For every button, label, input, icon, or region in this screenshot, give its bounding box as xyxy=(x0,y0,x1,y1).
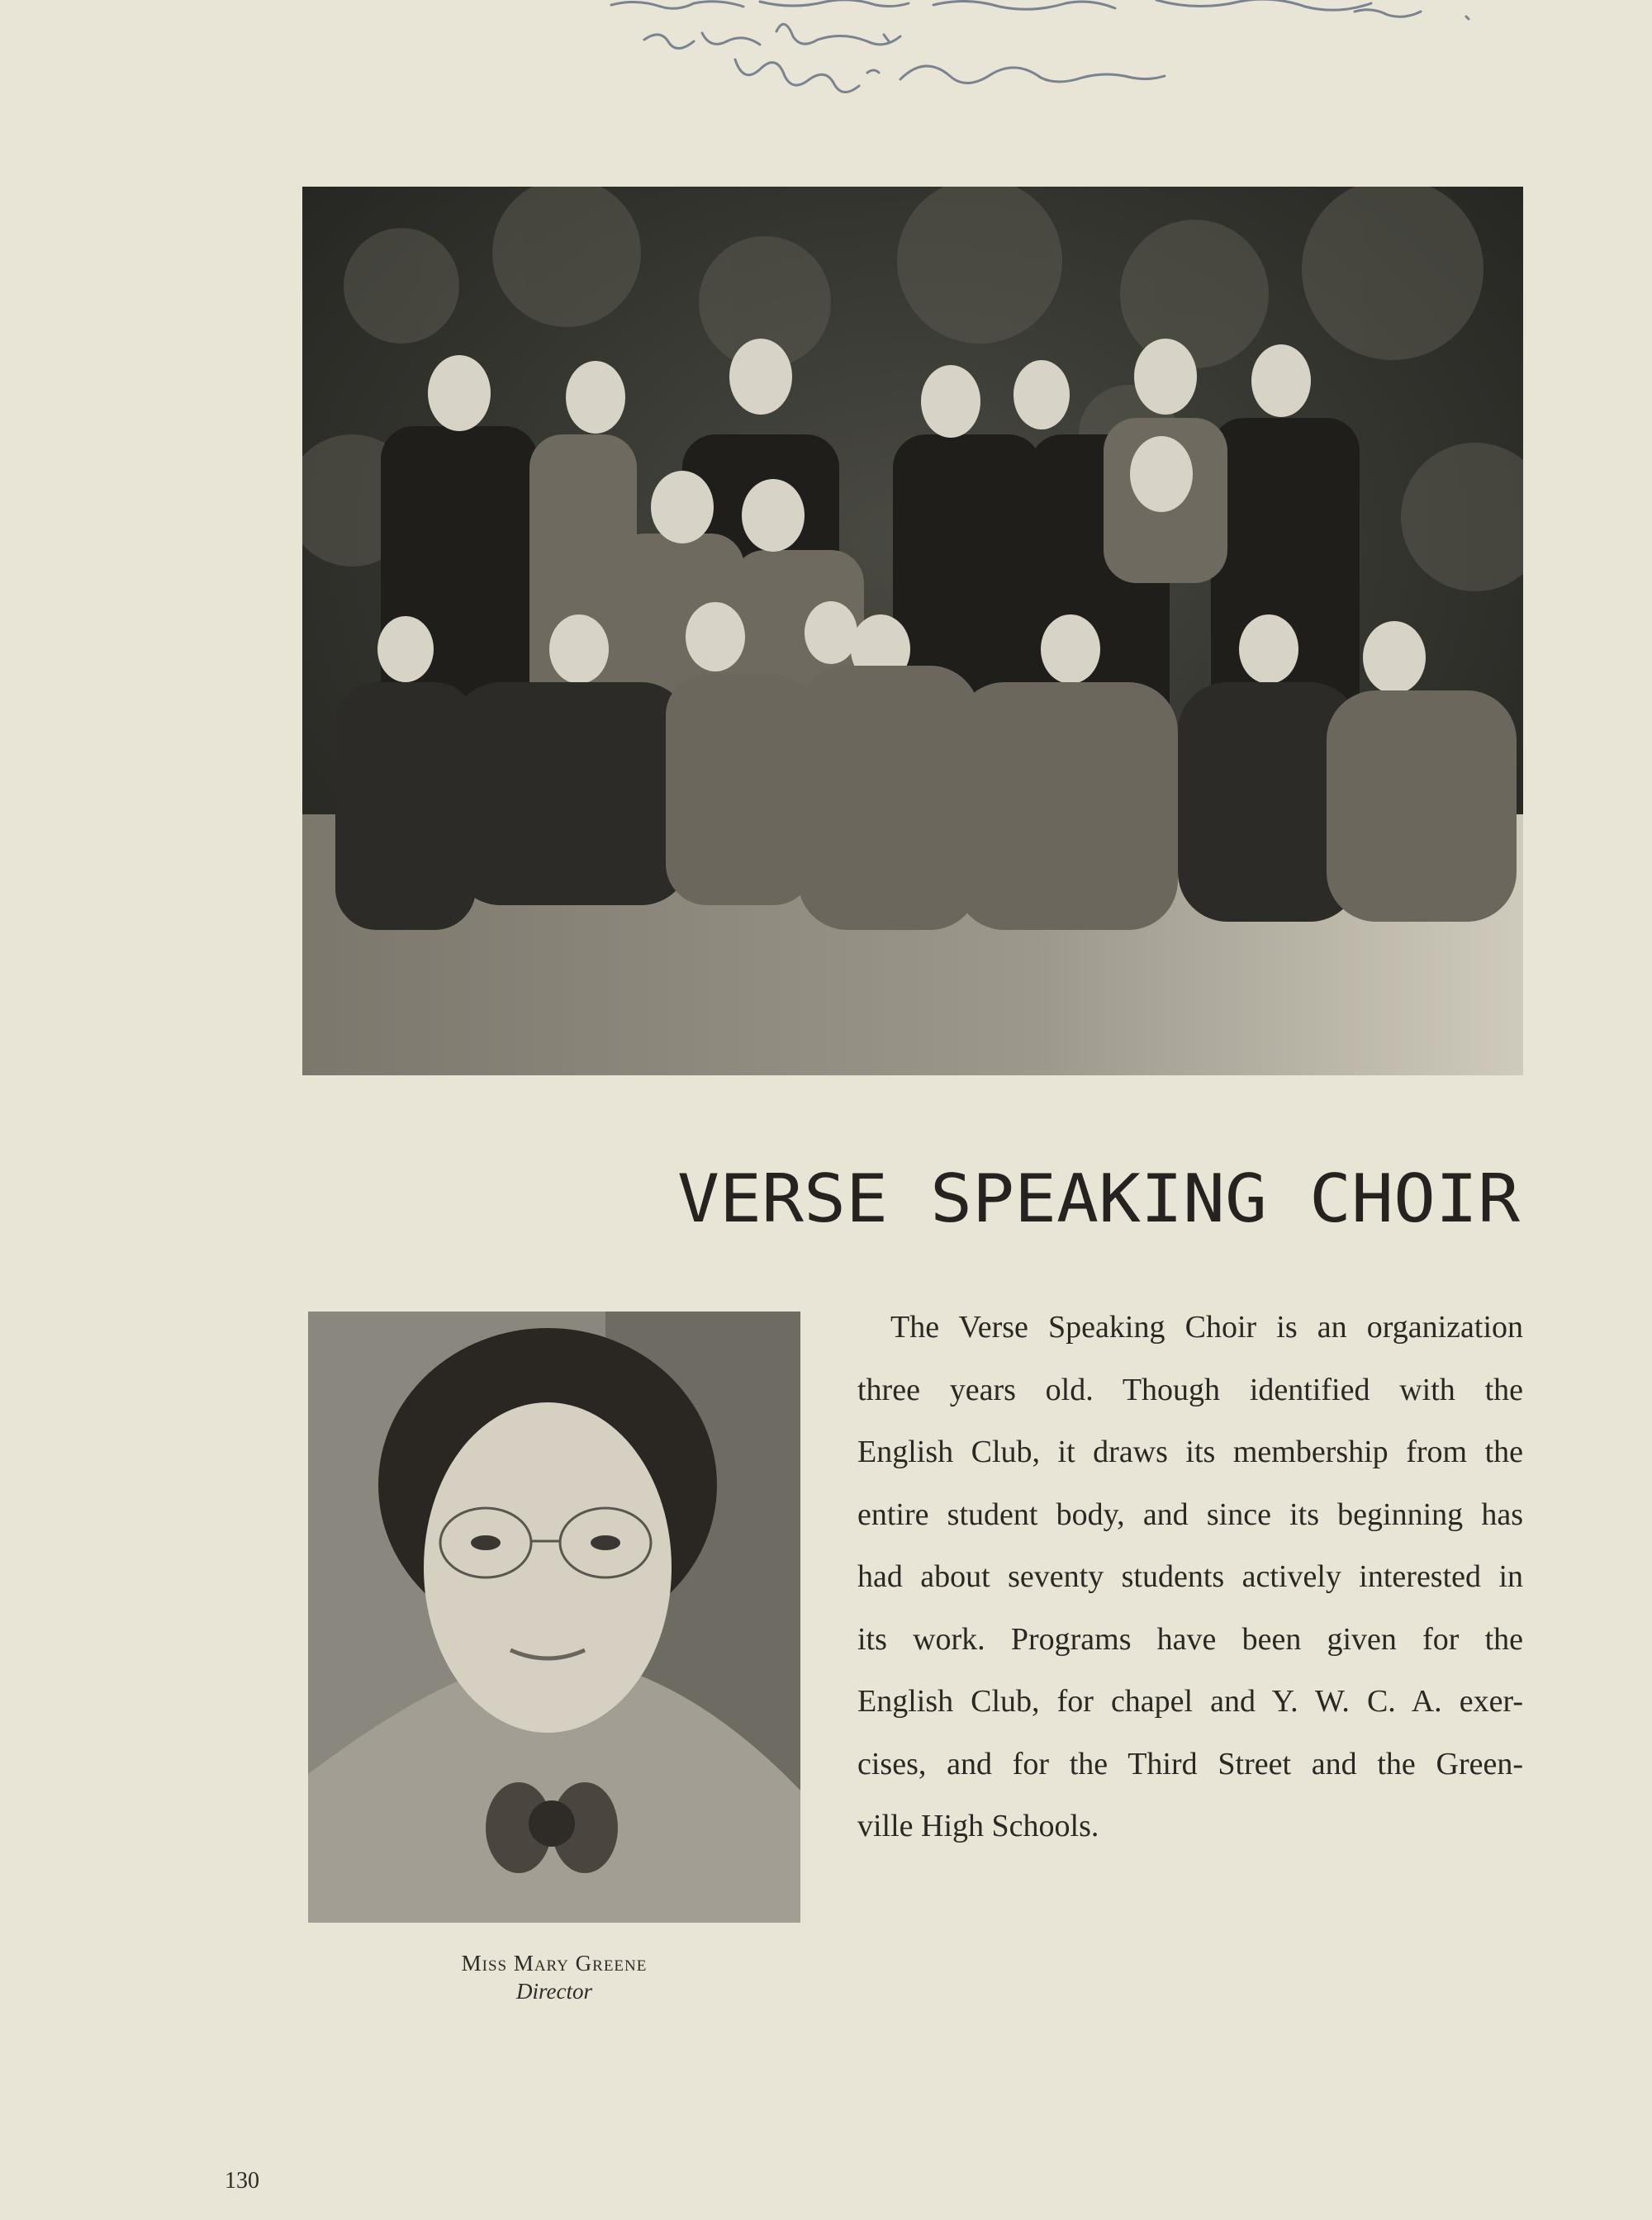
caption-name: Miss Mary Greene xyxy=(461,1951,648,1976)
body-line: had about seventy students actively interested in xyxy=(857,1559,1523,1594)
handwritten-signature xyxy=(578,0,1569,116)
body-line: three years old. Though identified with the xyxy=(857,1372,1523,1407)
body-line: ville High Schools. xyxy=(857,1809,1099,1843)
page-title-text: VERSE SPEAKING CHOIR xyxy=(677,1160,1521,1235)
page-title xyxy=(677,1144,1523,1235)
portrait-caption xyxy=(308,1949,800,2005)
page-number: 130 xyxy=(225,2168,259,2194)
body-line: its work. Programs have been given for the xyxy=(857,1621,1523,1657)
body-line: The Verse Speaking Choir is an organization xyxy=(890,1310,1523,1345)
body-line: entire student body, and since its beginning has xyxy=(857,1497,1523,1532)
group-photo xyxy=(302,187,1523,1075)
body-line: English Club, it draws its membership from the xyxy=(857,1435,1523,1469)
body-line: English Club, for chapel and Y. W. C. A. exer- xyxy=(857,1684,1523,1719)
director-portrait xyxy=(308,1312,800,1923)
body-line: cises, and for the Third Street and the Green- xyxy=(857,1746,1523,1781)
caption-role: Director xyxy=(516,1979,592,2004)
body-paragraph xyxy=(857,1297,1523,1858)
